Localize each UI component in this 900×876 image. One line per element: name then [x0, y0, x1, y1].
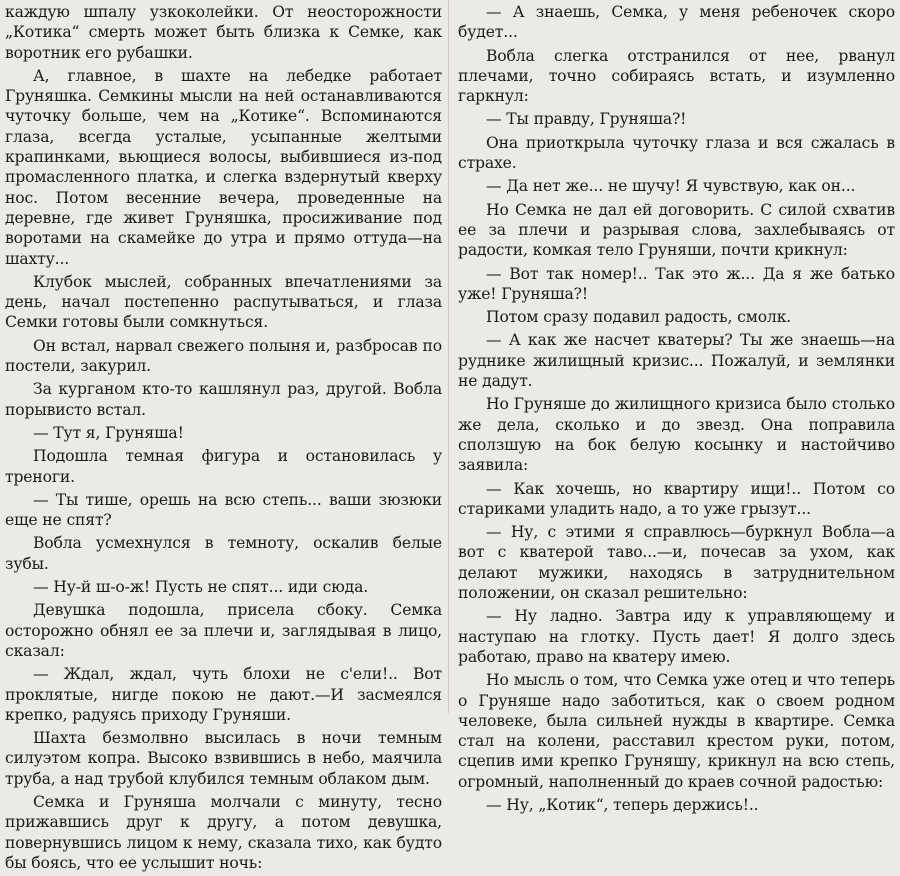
paragraph: А, главное, в шахте на лебедке работает Груняшка. Семкины мысли на ней останавливаются чуточку больше, чем на „Котике“. Вспоминаются глаза, всегда усталые, усыпанные желтыми крапинками, вьющиеся волосы, выбившиеся из-под промасленного платка, и слегка вздернутый кверху нос. Потом весенние вечера, проведенные на деревне, где живет Груняшка, просиживание под воротами на скамейке до утра и прямо оттуда—на шахту...	[5, 66, 442, 268]
paragraph: — Ждал, ждал, чуть блохи не с'ели!.. Вот проклятые, нигде покою не дают.—И засмеялся крепко, радуясь приходу Груняши.	[5, 665, 442, 724]
paragraph: Но мысль о том, что Семка уже отец и что теперь о Груняше надо заботиться, как о своем родном человеке, была сильней нужды в квартире. Семка стал на колени, расставил крестом руки, потом, сцепив ими крепко Груняшу, крикнул на всю степь, огромный, наполненный до краев сочной радостью:	[458, 671, 895, 791]
paragraph: Клубок мыслей, собранных впечатлениями за день, начал постепенно распутываться, и глаза Семки готовы были сомкнуться.	[5, 272, 442, 332]
paragraph: Подошла темная фигура и остановилась у треноги.	[5, 447, 442, 486]
paragraph: Он встал, нарвал свежего полыня и, разбросав по постели, закурил.	[5, 336, 442, 376]
paragraph: Шахта безмолвно высилась в ночи темным силуэтом копра. Высоко взвившись в небо, маячила труба, а над трубой клубился темным облаком дым.	[5, 729, 442, 788]
paragraph: Вобла слегка отстранился от нее, рванул плечами, точно собираясь встать, и изумленно гаркнул:	[458, 46, 895, 106]
paragraph: — Ну, „Котик“, теперь держись!..	[486, 795, 759, 814]
paragraph: Семка и Груняша молчали с минуту, тесно прижавшись друг к другу, а потом девушка, повернувшись лицом к нему, сказала тихо, как будто бы боясь, что ее услышит ночь:	[5, 792, 442, 872]
paragraph: Вобла усмехнулся в темноту, оскалив белые зубы.	[5, 534, 442, 573]
paragraph: каждую шпалу узкоколейки. От неосторожности „Котика“ смерть может быть близка к Семке, как воротник его рубашки.	[5, 3, 442, 62]
paragraph: — Ты тише, орешь на всю степь... ваши зюзюки еще не спят?	[5, 490, 442, 530]
paragraph: — Ну-й ш-о-ж! Пусть не спят... иди сюда.	[33, 578, 369, 597]
right-column	[458, 2, 895, 818]
paragraph: — Да нет же... не шучу! Я чувствую, как он...	[486, 177, 856, 196]
paragraph: — Ну ладно. Завтра иду к управляющему и наступаю на глотку. Пусть дает! Я долго здесь работаю, право на кватеру имею.	[458, 607, 895, 666]
paragraph: — Тут я, Груняша!	[33, 423, 184, 442]
paragraph: — Вот так номер!.. Так это ж... Да я же батько уже! Груняша?!	[458, 264, 895, 303]
paragraph: — Ты правду, Груняша?!	[486, 110, 687, 129]
paragraph: За курганом кто-то кашлянул раз, другой. Вобла порывисто встал.	[5, 380, 442, 419]
paragraph: — Ну, с этими я справлюсь—буркнул Вобла—а вот с кватерой таво...—и, почесав за ухом, как делают мужики, находясь в затруднительном положении, он сказал решительно:	[458, 523, 895, 603]
left-column	[5, 2, 442, 876]
paragraph: — А как же насчет кватеры? Ты же знаешь—на руднике жилищный кризис... Пожалуй, и землянки не дадут.	[458, 331, 895, 391]
paragraph: — Как хочешь, но квартиру ищи!.. Потом со стариками уладить надо, а то уже грызут...	[458, 479, 895, 518]
paragraph: Потом сразу подавил радость, смолк.	[486, 308, 792, 327]
paragraph: — А знаешь, Семка, у меня ребеночек скоро будет...	[458, 3, 895, 42]
paragraph: Но Семка не дал ей договорить. С силой схватив ее за плечи и разрывая слова, захлебываясь от радости, комкая тело Груняши, почти крикнул:	[458, 200, 895, 260]
paragraph: Она приоткрыла чуточку глаза и вся сжалась в страхе.	[458, 133, 895, 173]
paragraph: Девушка подошла, присела сбоку. Семка осторожно обнял ее за плечи и, заглядывая в лицо, сказал:	[5, 601, 442, 660]
column-divider	[448, 0, 449, 713]
paragraph: Но Груняше до жилищного кризиса было столько же дела, сколько и до звезд. Она поправила сползшую на бок белую косынку и настойчиво заявила:	[458, 395, 895, 475]
